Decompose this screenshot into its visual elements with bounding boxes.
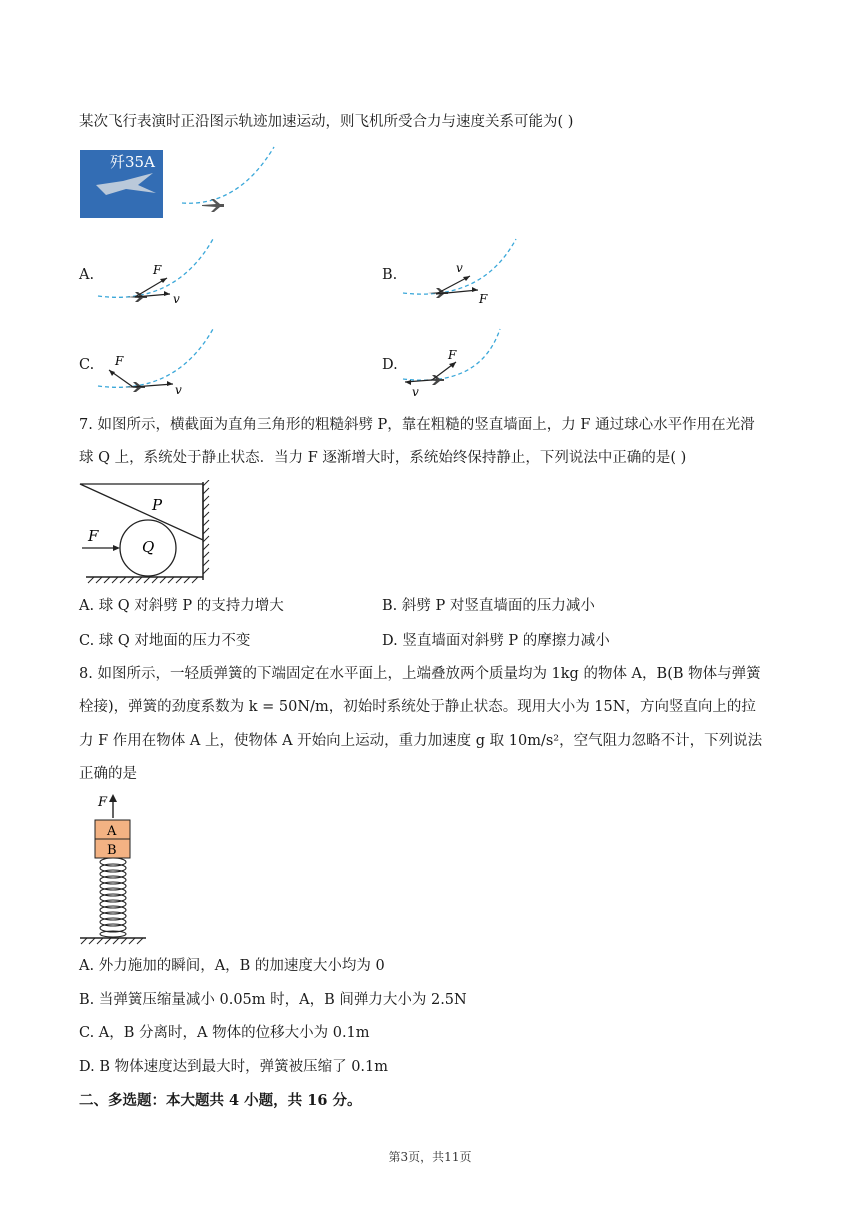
q7-stem-line2: 球 Q 上，系统处于静止状态．当力 F 逐渐增大时，系统始终保持静止，下列说法中正确的是( ) [79,450,687,466]
label-f: F [88,527,99,545]
q6-stem: 某次飞行表演时正沿图示轨迹加速运动，则飞机所受合力与速度关系可能为( ) [79,114,574,130]
q8-option-a: A. 外力施加的瞬间，A，B 的加速度大小均为 0 [79,958,385,974]
velocity-label: v [173,292,180,306]
force-label: F [479,292,488,306]
velocity-label: v [175,383,182,397]
q6-option-c-label: C. [79,357,95,373]
q6-option-d-label: D. [382,357,398,373]
q6-option-a-figure [95,236,220,308]
q6-option-a-label: A. [79,267,95,283]
q7-option-d: D. 竖直墙面对斜劈 P 的摩擦力减小 [382,633,610,649]
label-f: F [98,795,108,810]
velocity-label: v [412,385,419,398]
label-p: P [152,496,163,514]
section-2-heading: 二、多选题：本大题共 4 小题，共 16 分。 [79,1092,362,1109]
q8-option-d: D. B 物体速度达到最大时，弹簧被压缩了 0.1m [79,1059,389,1075]
q8-option-c: C. A，B 分离时，A 物体的位移大小为 0.1m [79,1025,370,1041]
q6-option-b-label: B. [382,267,398,283]
q6-option-c-figure [95,326,220,398]
q8-option-b: B. 当弹簧压缩量减小 0.05m 时，A，B 间弹力大小为 2.5N [79,992,467,1008]
q7-figure [78,480,213,584]
q7-option-b: B. 斜劈 P 对竖直墙面的压力减小 [382,598,595,614]
label-a: A [107,824,117,839]
label-b: B [107,843,117,858]
q8-figure [78,790,158,945]
q8-stem-line2: 栓接)，弹簧的劲度系数为 k = 50N/m，初始时系统处于静止状态。现用大小为 15N，方向竖直向上的拉 [79,699,756,715]
force-label: F [153,263,162,277]
force-label: F [115,354,124,368]
q6-option-d-figure [400,326,525,398]
q6-option-b-figure [400,236,525,308]
spring [100,858,126,937]
velocity-label: v [456,261,463,275]
q7-stem-line1: 7. 如图所示，横截面为直角三角形的粗糙斜劈 P，靠在粗糙的竖直墙面上，力 F 通过球心水平作用在光滑 [79,417,755,433]
photo-caption: 歼35A [110,153,155,171]
page-number: 第3页，共11页 [388,1150,472,1164]
plane-icon [202,199,224,212]
q7-option-a: A. 球 Q 对斜劈 P 的支持力增大 [79,598,284,614]
q8-stem-line4: 正确的是 [79,766,137,782]
q8-stem-line1: 8. 如图所示，一轻质弹簧的下端固定在水平面上，上端叠放两个质量均为 1kg 的物体 A，B(B 物体与弹簧 [79,666,761,682]
q7-option-c: C. 球 Q 对地面的压力不变 [79,633,251,649]
q8-stem-line3: 力 F 作用在物体 A 上，使物体 A 开始向上运动，重力加速度 g 取 10m/s²，空气阻力忽略不计，下列说法 [79,733,763,749]
label-q: Q [142,538,155,556]
q6-photo-figure [78,145,283,220]
trajectory-curve [182,147,274,203]
force-label: F [448,348,457,362]
